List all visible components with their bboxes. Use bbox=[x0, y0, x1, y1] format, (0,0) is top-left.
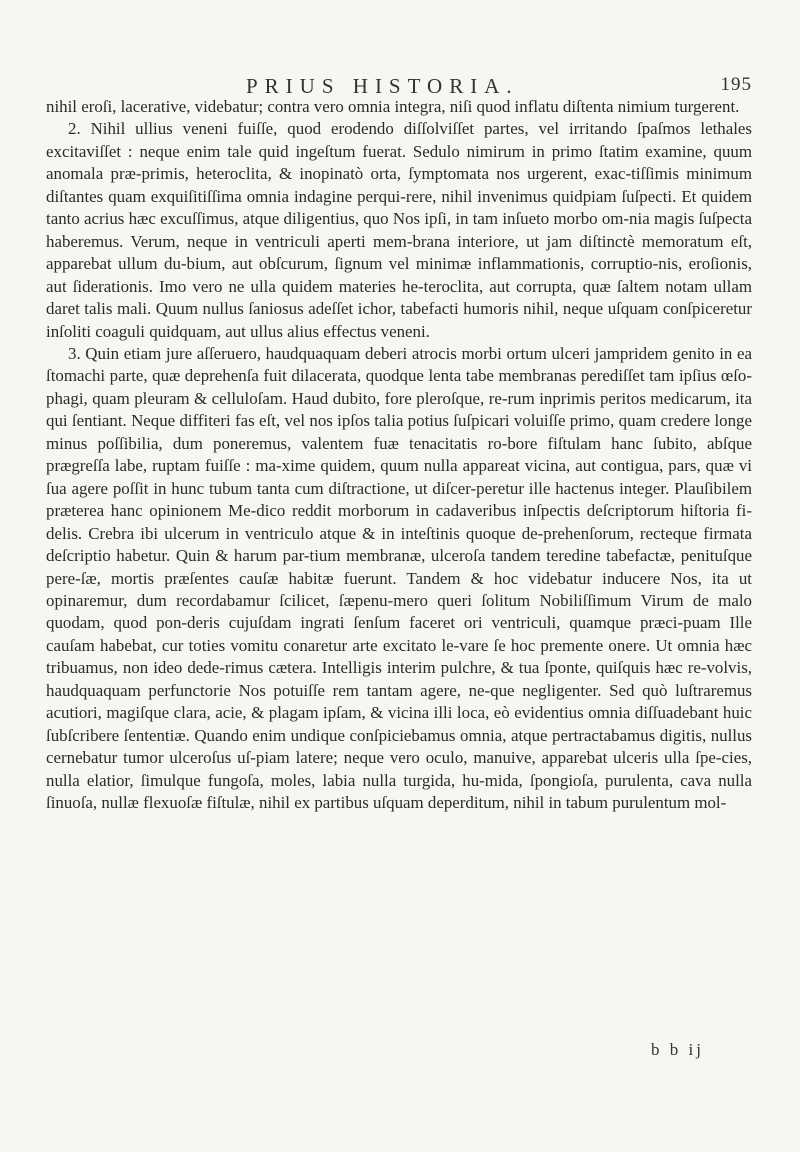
book-page bbox=[46, 66, 752, 815]
paragraph-3: 3. Quin etiam jure aſſeruero, haudquaquam deberi atrocis morbi ortum ulceri jampridem genito in ea ſtomachi parte, quæ deprehenſa fuit dilacerata, quodque lenta tabe membranas perediſſet tam ipſius œſo-phagi, quam pleuram & celluloſam. Haud dubito, fore pleroſque, re-rum inprimis peritos medicarum, ita qui ſentiant. Neque diffiteri fas eſt, vel nos ipſos talia potius ſuſpicari voluiſſe primo, quam credere longe minus poſſibilia, dum poneremus, valentem fuæ tenacitatis ro-bore fiſtulam hanc ſubito, abſque prægreſſa labe, ruptam fuiſſe : ma-xime quidem, quum nulla appareat vicina, aut contigua, pars, quæ vi ſua agere poſſit in hunc tubum tanta cum diſtractione, ut diſcer-peretur ille hactenus integer. Plauſibilem præterea hanc opinionem Me-dico reddit morborum in cadaveribus inſpectis deſcriptorum hiſtoria fi-delis. Crebra ibi ulcerum in ventriculo atque & in inteſtinis quoque de-prehenſorum, recteque firmata deſcriptio habetur. Quin & harum par-tium membranæ, ulceroſa tandem teredine tabefactæ, penituſque pere-ſæ, mortis præſentes cauſæ habitæ fuerunt. Tandem & hoc videbatur inducere Nos, ita ut opinaremur, dum recordabamur ſcilicet, ſæpenu-mero queri ſolitum Nobiliſſimum Virum de malo quodam, quod pon-deris cujuſdam ingrati ſenſum faceret ori ventriculi, quamque præci-puam Ille cauſam habebat, cur toties vomitu conaretur arte excitato le-vare ſe hoc premente onere. Ut omnia hæc tribuamus, non ideo dede-rimus cætera. Intelligis interim pulchre, & tua ſponte, quiſquis hæc re-volvis, haudquaquam perfunctorie Nos potuiſſe rem tantam agere, ne-que negligenter. Sed quò luſtraremus acutiori, magiſque clara, acie, & plagam ipſam, & vicina illi loca, eò evidentius omnia diſſuadebant huic ſubſcribere ſententiæ. Quando enim undique conſpiciebamus omnia, atque pertractabamus digitis, nullus cernebatur tumor ulceroſus uſ-piam latere; neque vero oculo, manuive, apparebat ulceris ulla ſpe-cies, nulla elatior, ſimulque fungoſa, moles, labia nulla turgida, hu-mida, ſpongioſa, purulenta, cava nulla ſinuoſa, nullæ flexuoſæ fiſtulæ, nihil ex partibus uſquam deperditum, nihil in tabum purulentum mol- bbox=[46, 343, 752, 813]
paragraph-2: 2. Nihil ullius veneni fuiſſe, quod erodendo diſſolviſſet partes, vel irritando ſpaſmos lethales excitaviſſet : neque enim tale quid ingeſtum fuerat. Sedulo nimirum in primo ſtatim examine, quum anomala præ-primis, heteroclita, & inopinatò orta, ſymptomata nos urgerent, exac-tiſſimis minimum diſtantes quam exquiſitiſſima omnia indagine perqui-rere, nihil invenimus quidpiam ſuſpecti. Et quidem tanto acrius hæc excuſſimus, atque diligentius, quo Nos ipſi, in tam inſueto morbo om-nia magis ſuſpecta haberemus. Verum, neque in ventriculi aperti mem-brana interiore, ut jam diſtinctè memoratum eſt, apparebat ullum du-bium, aut obſcurum, ſignum vel minimæ inflammationis, corruptio-nis, eroſionis, aut ſiderationis. Imo vero ne ulla quidem materies he-teroclita, aut corrupta, quæ ſaltem notam ullam daret talis mali. Quum nullus ſaniosus adeſſet ichor, tabefacti humoris nihil, neque uſquam conſpiceretur inſoliti coaguli quidquam, aut ullus alius effectus veneni. bbox=[46, 119, 752, 341]
paragraph-continuation: nihil eroſi, lacerative, videbatur; contra vero omnia integra, niſi quod inflatu diſtenta nimium turgerent. bbox=[46, 97, 740, 116]
page-number: 195 bbox=[720, 74, 752, 95]
signature-mark: b b ij bbox=[651, 1040, 704, 1059]
running-title: PRIUS HISTORIA. bbox=[246, 74, 519, 98]
running-head bbox=[46, 66, 752, 96]
body-text bbox=[46, 96, 752, 815]
